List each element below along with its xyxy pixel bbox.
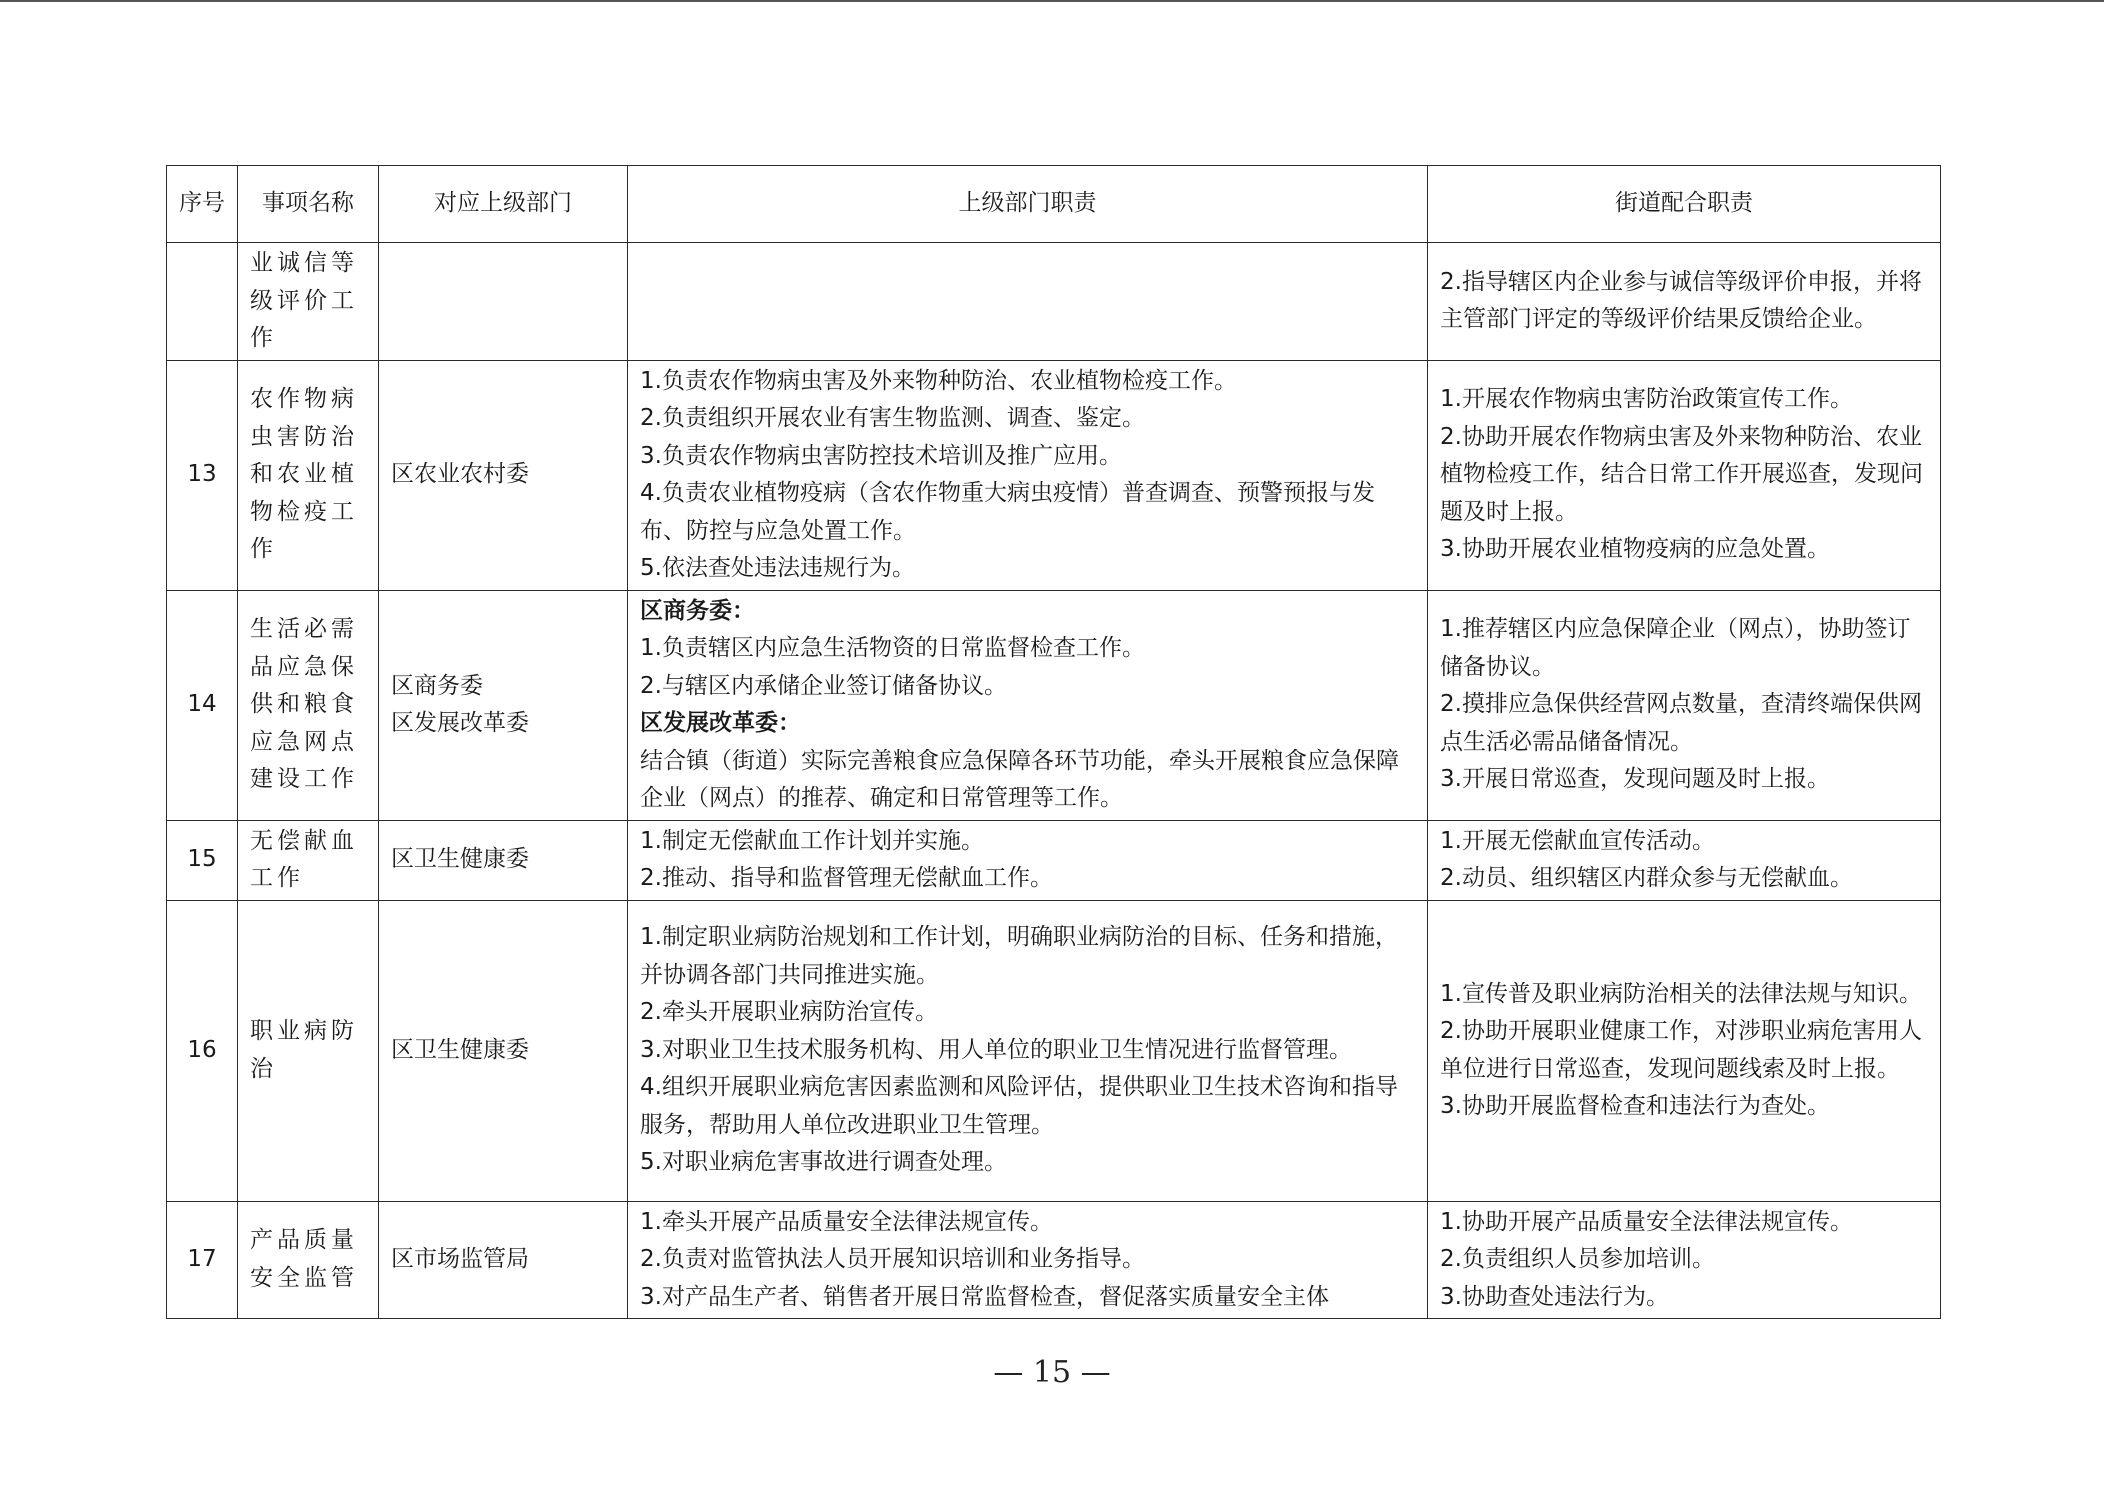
duty-item: 1.负责辖区内应急生活物资的日常监督检查工作。: [640, 635, 1145, 661]
item-name: 产品质量安全监管: [238, 1201, 379, 1319]
duty-item: 3.对产品生产者、销售者开展日常监督检查，督促落实质量安全主体: [640, 1283, 1329, 1310]
row-number: 15: [167, 820, 238, 900]
coop-item: 2.协助开展职业健康工作，对涉职业病危害用人单位进行日常巡查，发现问题线索及时上报。: [1440, 1018, 1922, 1082]
duty-item: 4.组织开展职业病危害因素监测和风险评估，提供职业卫生技术咨询和指导服务，帮助用人单位改进职业卫生管理。: [640, 1074, 1398, 1138]
duty-item: 2.推动、指导和监督管理无偿献血工作。: [640, 865, 1053, 891]
header-dept: 对应上级部门: [379, 166, 628, 243]
row-number: 16: [167, 900, 238, 1201]
duty-item: 1.制定职业病防治规划和工作计划，明确职业病防治的目标、任务和措施，并协调各部门共同推进实施。: [640, 924, 1398, 988]
coop-item: 1.开展无偿献血宣传活动。: [1440, 827, 1715, 854]
coop-item: 3.协助开展农业植物疫病的应急处置。: [1440, 536, 1830, 563]
header-duty: 上级部门职责: [628, 166, 1428, 243]
superior-duty: [628, 1201, 1428, 1319]
duty-item: 2.负责对监管执法人员开展知识培训和业务指导。: [640, 1246, 1145, 1272]
department: 区农业农村委: [379, 360, 628, 590]
table-row: [167, 1201, 1941, 1319]
table-row: [167, 820, 1941, 900]
row-number: 13: [167, 360, 238, 590]
item-name: 业诚信等级评价工作: [238, 243, 379, 361]
superior-duty: [628, 900, 1428, 1201]
duty-item: 5.对职业病危害事故进行调查处理。: [640, 1149, 1007, 1176]
department: 区卫生健康委: [379, 820, 628, 900]
coop-item: 2.摸排应急保供经营网点数量，查清终端保供网点生活必需品储备情况。: [1440, 691, 1922, 755]
row-number: 17: [167, 1201, 238, 1319]
coop-item: 2.动员、组织辖区内群众参与无偿献血。: [1440, 865, 1853, 891]
duty-item: 1.牵头开展产品质量安全法律法规宣传。: [640, 1208, 1053, 1235]
coop-item: 2.协助开展农作物病虫害及外来物种防治、农业植物检疫工作，结合日常工作开展巡查，发现问题及时上报。: [1440, 423, 1923, 525]
duty-item: 2.牵头开展职业病防治宣传。: [640, 999, 938, 1026]
duty-item: 1.制定无偿献血工作计划并实施。: [640, 827, 984, 854]
duty-item: 2.与辖区内承储企业签订储备协议。: [640, 672, 1007, 699]
duty-item: 3.对职业卫生技术服务机构、用人单位的职业卫生情况进行监督管理。: [640, 1036, 1352, 1063]
department: [379, 243, 628, 361]
coop-item: 3.协助开展监督检查和违法行为查处。: [1440, 1093, 1830, 1119]
department: 区卫生健康委: [379, 900, 628, 1201]
department: 区市场监管局: [379, 1201, 628, 1319]
page-number: — 15 —: [993, 1355, 1111, 1390]
superior-duty: [628, 820, 1428, 900]
header-coop: 街道配合职责: [1428, 166, 1941, 243]
coop-item: 2.负责组织人员参加培训。: [1440, 1246, 1715, 1272]
duty-table: [166, 165, 1941, 1319]
coop-item: 1.宣传普及职业病防治相关的法律法规与知识。: [1440, 980, 1922, 1007]
coop-item: 3.开展日常巡查，发现问题及时上报。: [1440, 766, 1830, 793]
row-number: [167, 243, 238, 361]
coop-item: 1.推荐辖区内应急保障企业（网点），协助签订储备协议。: [1440, 616, 1911, 680]
table-row: [167, 900, 1941, 1201]
duty-section-title: 区发展改革委：: [640, 710, 801, 736]
duty-item: 结合镇（街道）实际完善粮食应急保障各环节功能，牵头开展粮食应急保障企业（网点）的推荐、确定和日常管理等工作。: [640, 747, 1399, 811]
duty-item: 3.负责农作物病虫害防控技术培训及推广应用。: [640, 442, 1122, 469]
table-header-row: [167, 166, 1941, 243]
coop-item: 2.指导辖区内企业参与诚信等级评价申报，并将主管部门评定的等级评价结果反馈给企业。: [1440, 268, 1922, 333]
item-name: 无偿献血工作: [238, 820, 379, 900]
department: 区商务委 区发展改革委: [379, 590, 628, 820]
street-cooperation: [1428, 900, 1941, 1201]
superior-duty: [628, 590, 1428, 820]
superior-duty: [628, 243, 1428, 361]
duty-section-title: 区商务委：: [640, 597, 755, 624]
table-row: [167, 243, 1941, 361]
duty-item: 4.负责农业植物疫病（含农作物重大病虫疫情）普查调查、预警预报与发布、防控与应急处置工作。: [640, 480, 1375, 544]
superior-duty: [628, 360, 1428, 590]
item-name: 职业病防治: [238, 900, 379, 1201]
duty-item: 5.依法查处违法违规行为。: [640, 555, 915, 581]
street-cooperation: [1428, 243, 1941, 361]
street-cooperation: [1428, 590, 1941, 820]
duty-item: 2.负责组织开展农业有害生物监测、调查、鉴定。: [640, 405, 1145, 431]
street-cooperation: [1428, 360, 1941, 590]
item-name: 农作物病虫害防治和农业植物检疫工作: [238, 360, 379, 590]
coop-item: 1.协助开展产品质量安全法律法规宣传。: [1440, 1208, 1853, 1235]
duty-item: 1.负责农作物病虫害及外来物种防治、农业植物检疫工作。: [640, 367, 1237, 394]
street-cooperation: [1428, 820, 1941, 900]
header-seq: 序号: [167, 166, 238, 243]
coop-item: 3.协助查处违法行为。: [1440, 1283, 1669, 1310]
header-name: 事项名称: [238, 166, 379, 243]
item-name: 生活必需品应急保供和粮食应急网点建设工作: [238, 590, 379, 820]
table-row: [167, 360, 1941, 590]
table-row: [167, 590, 1941, 820]
coop-item: 1.开展农作物病虫害防治政策宣传工作。: [1440, 386, 1853, 413]
row-number: 14: [167, 590, 238, 820]
street-cooperation: [1428, 1201, 1941, 1319]
